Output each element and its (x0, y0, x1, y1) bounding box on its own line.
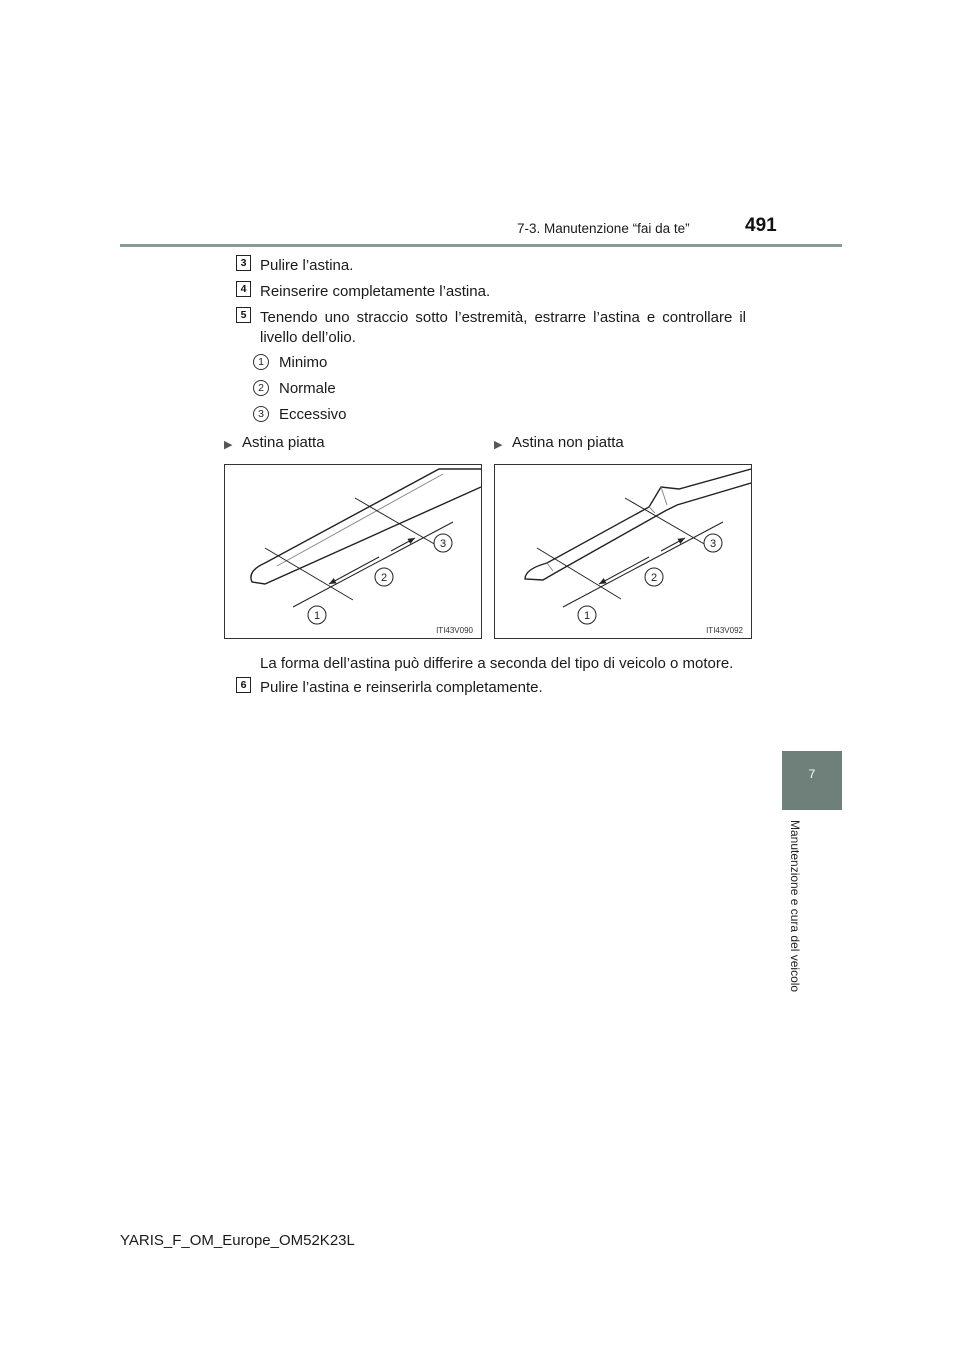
figure-flat-dipstick (224, 464, 482, 639)
page-number: 491 (745, 215, 777, 236)
triangle-bullet-icon: ▶ (224, 439, 233, 451)
callout-1 (578, 606, 596, 624)
step-3-text: Pulire l’astina. (260, 257, 354, 274)
level-3-marker: 3 (253, 406, 269, 422)
step-4-badge: 4 (236, 281, 251, 297)
level-2-label: Normale (279, 380, 336, 397)
chapter-number: 7 (808, 767, 816, 781)
figure-1-code: ITI43V090 (436, 626, 473, 635)
dimension-arrow (329, 557, 379, 584)
level-1-marker: 1 (253, 354, 269, 370)
step-5-text: Tenendo uno straccio sotto l’estremità, estrarre l’astina e controllare il livello dell’olio. (260, 309, 746, 346)
figure-2-code: ITI43V092 (706, 626, 743, 635)
dipstick-edge (277, 474, 443, 566)
non-flat-dipstick-illustration (495, 465, 751, 638)
callout-2 (375, 568, 393, 586)
level-1-label: Minimo (279, 354, 328, 371)
svg-text:1: 1 (313, 610, 321, 622)
dimension-line (563, 522, 723, 607)
svg-text:2: 2 (380, 572, 388, 584)
step-3-badge: 3 (236, 255, 251, 271)
step-6-text: Pulire l’astina e reinserirla completamente. (260, 679, 543, 696)
figure-1-caption: Astina piatta (242, 434, 325, 451)
svg-text:2: 2 (650, 572, 658, 584)
dimension-arrow (599, 557, 649, 584)
figure-non-flat-dipstick (494, 464, 752, 639)
triangle-bullet-icon: ▶ (494, 439, 503, 451)
chapter-title: Manutenzione e cura del veicolo (788, 820, 802, 993)
callout-1 (308, 606, 326, 624)
figure-2-caption: Astina non piatta (512, 434, 624, 451)
callout-2 (645, 568, 663, 586)
svg-text:3: 3 (709, 538, 717, 550)
svg-text:3: 3 (439, 538, 447, 550)
callout-3 (704, 534, 722, 552)
shape-note: La forma dell’astina può differire a seconda del tipo di veicolo o motore. (260, 655, 734, 672)
dipstick-outline (251, 469, 481, 584)
step-4-text: Reinserire completamente l’astina. (260, 283, 491, 300)
section-title: 7-3. Manutenzione “fai da te” (517, 221, 690, 236)
chapter-tab (782, 751, 842, 810)
level-3-label: Eccessivo (279, 406, 347, 423)
level-2-marker: 2 (253, 380, 269, 396)
header-divider (120, 244, 842, 247)
svg-text:1: 1 (583, 610, 591, 622)
flat-dipstick-illustration (225, 465, 481, 638)
callout-3 (434, 534, 452, 552)
step-6-badge: 6 (236, 677, 251, 693)
step-5-badge: 5 (236, 307, 251, 323)
footer-code: YARIS_F_OM_Europe_OM52K23L (120, 1232, 355, 1249)
